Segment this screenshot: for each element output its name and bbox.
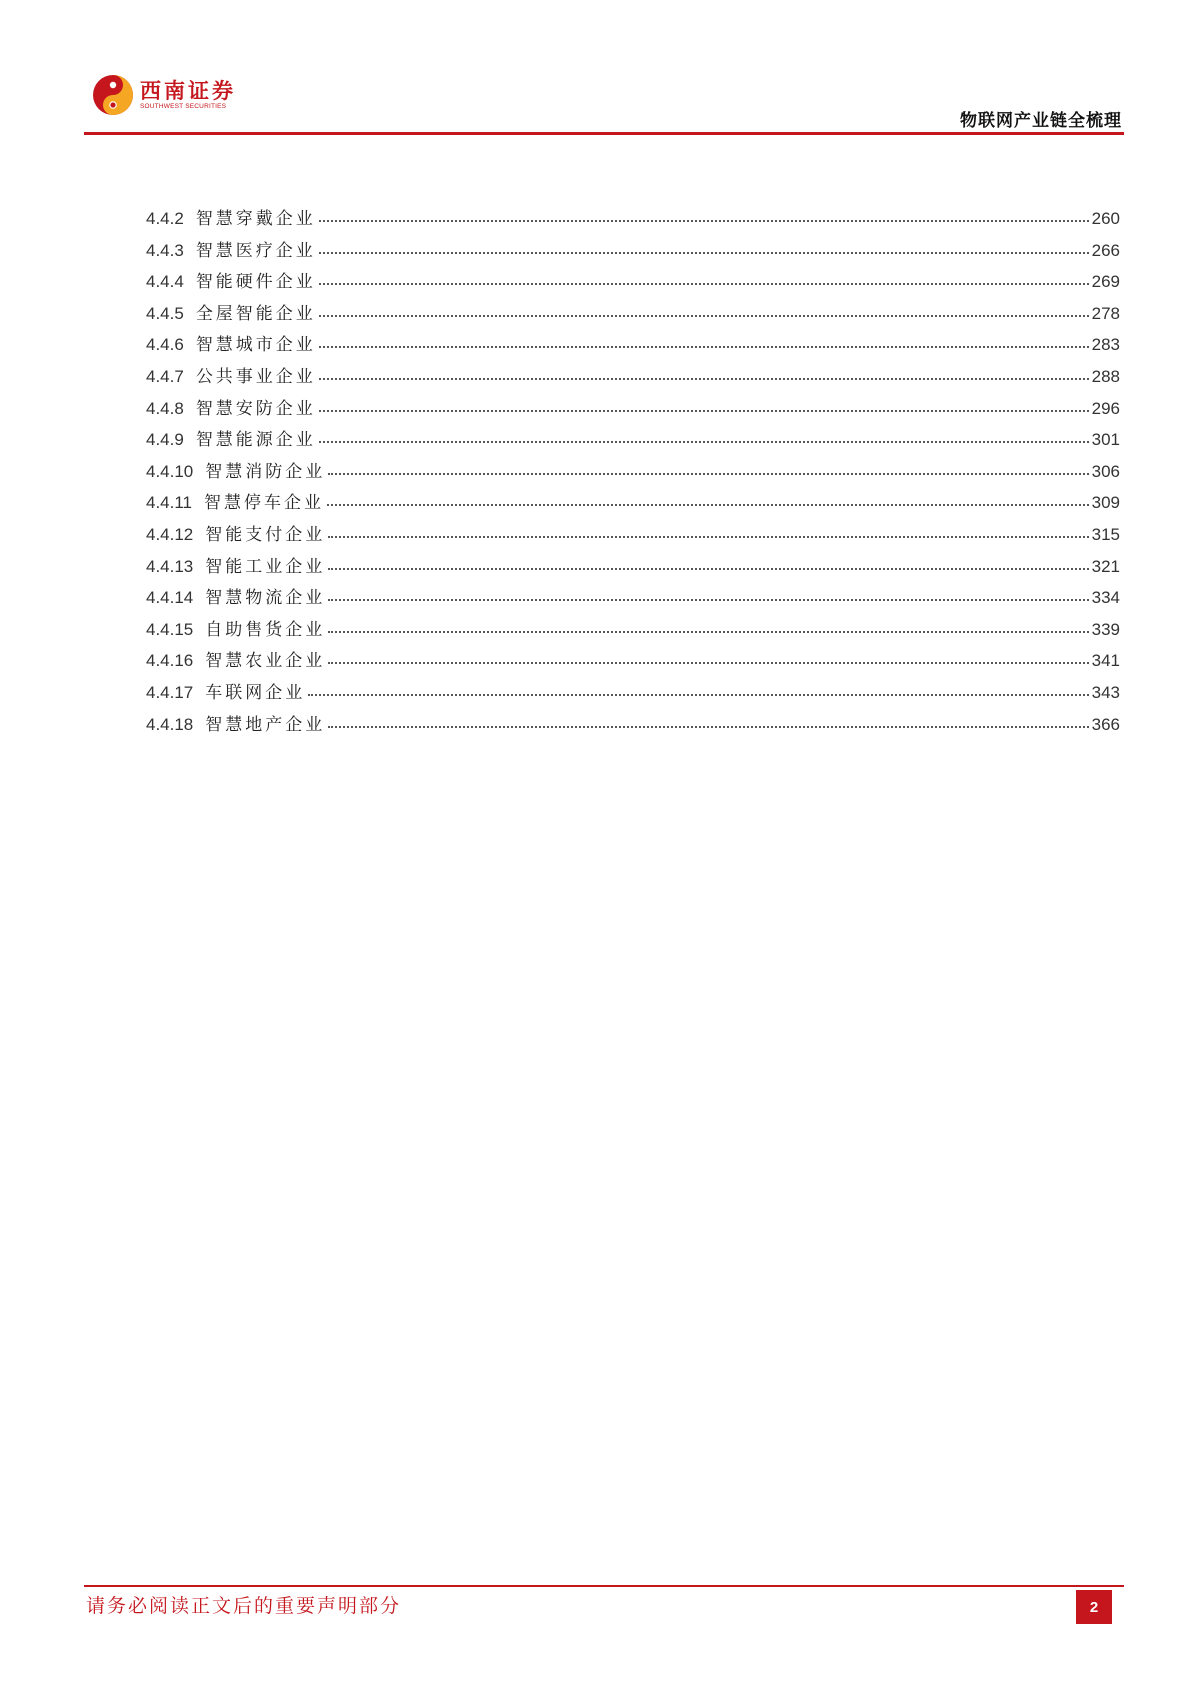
toc-entry-number: 4.4.17 <box>146 682 194 702</box>
toc-entry-title: 智慧穿戴企业 <box>195 209 316 229</box>
toc-entry-title: 车联网企业 <box>205 682 306 703</box>
toc-entry[interactable] <box>146 615 1120 647</box>
toc-entry-number: 4.4.8 <box>146 398 184 418</box>
header-divider <box>84 132 1124 135</box>
toc-dot-leader <box>328 459 1088 475</box>
toc-entry-number: 4.4.2 <box>146 209 184 228</box>
toc-dot-leader <box>328 554 1088 570</box>
toc-dot-leader <box>319 301 1089 317</box>
toc-entry[interactable] <box>146 425 1120 457</box>
page-header <box>0 0 1200 140</box>
toc-entry-title: 公共事业企业 <box>195 366 316 387</box>
report-title: 物联网产业链全梳理 <box>960 111 1122 131</box>
toc-entry-number: 4.4.15 <box>146 619 194 639</box>
toc-entry-title: 全屋智能企业 <box>195 303 316 324</box>
toc-entry-page: 366 <box>1091 714 1120 734</box>
toc-entry[interactable] <box>146 267 1120 299</box>
toc-dot-leader <box>328 648 1088 664</box>
toc-entry-number: 4.4.16 <box>146 651 194 671</box>
toc-entry-number: 4.4.10 <box>146 461 194 481</box>
toc-entry-title: 智慧停车企业 <box>204 493 325 514</box>
toc-entry-page: 306 <box>1091 461 1120 481</box>
toc-dot-leader <box>319 206 1089 222</box>
toc-dot-leader <box>328 522 1088 538</box>
toc-entry[interactable] <box>146 678 1120 710</box>
toc-dot-leader <box>327 490 1089 506</box>
toc-entry[interactable] <box>146 646 1120 678</box>
toc-dot-leader <box>319 427 1089 443</box>
toc-entry-title: 智慧能源企业 <box>195 430 316 451</box>
toc-entry[interactable] <box>146 552 1120 584</box>
footer-divider <box>84 1585 1124 1587</box>
toc-entry-page: 315 <box>1091 524 1120 544</box>
toc-entry-page: 278 <box>1091 303 1120 323</box>
toc-entry-number: 4.4.18 <box>146 714 194 734</box>
toc-entry-title: 智慧农业企业 <box>205 651 326 672</box>
toc-entry[interactable] <box>146 204 1120 236</box>
toc-entry[interactable] <box>146 236 1120 268</box>
toc-entry-page: 341 <box>1091 651 1120 671</box>
toc-entry-page: 301 <box>1091 430 1120 450</box>
toc-dot-leader <box>319 396 1089 412</box>
toc-entry-number: 4.4.13 <box>146 556 194 576</box>
toc-entry-title: 智慧物流企业 <box>205 588 326 609</box>
toc-entry-title: 智慧医疗企业 <box>195 240 316 261</box>
toc-entry-page: 309 <box>1091 493 1120 513</box>
logo-english-name: SOUTHWEST SECURITIES <box>140 103 227 110</box>
toc-entry-number: 4.4.12 <box>146 524 194 544</box>
toc-dot-leader <box>319 238 1089 254</box>
toc-dot-leader <box>328 585 1088 601</box>
toc-entry[interactable] <box>146 330 1120 362</box>
toc-dot-leader <box>308 680 1088 696</box>
toc-entry-title: 智慧地产企业 <box>205 714 326 735</box>
toc-entry-number: 4.4.9 <box>146 430 184 450</box>
toc-entry[interactable] <box>146 520 1120 552</box>
toc-entry-number: 4.4.3 <box>146 240 184 260</box>
toc-entry-number: 4.4.7 <box>146 366 184 386</box>
table-of-contents <box>146 204 1120 741</box>
toc-entry-title: 智慧安防企业 <box>195 398 316 419</box>
toc-entry[interactable] <box>146 394 1120 426</box>
toc-dot-leader <box>328 617 1088 633</box>
page-number-badge: 2 <box>1076 1590 1112 1624</box>
toc-entry-number: 4.4.11 <box>146 493 193 513</box>
toc-entry[interactable] <box>146 457 1120 489</box>
toc-entry-page: 321 <box>1091 556 1120 576</box>
logo-emblem-icon <box>92 74 134 116</box>
toc-entry-title: 智慧消防企业 <box>205 461 326 482</box>
toc-dot-leader <box>319 332 1089 348</box>
toc-entry-page: 288 <box>1091 366 1120 386</box>
footer-disclaimer: 请务必阅读正文后的重要声明部分 <box>86 1595 402 1617</box>
toc-entry[interactable] <box>146 362 1120 394</box>
logo-chinese-name: 西南证券 <box>140 78 236 103</box>
toc-entry[interactable] <box>146 488 1120 520</box>
toc-entry-page: 296 <box>1091 398 1120 418</box>
toc-entry-page: 260 <box>1091 209 1120 228</box>
toc-entry-title: 智能硬件企业 <box>195 272 316 293</box>
toc-entry-title: 智能工业企业 <box>205 556 326 577</box>
toc-entry-page: 269 <box>1091 272 1120 292</box>
toc-entry[interactable] <box>146 583 1120 615</box>
toc-entry[interactable] <box>146 710 1120 742</box>
toc-dot-leader <box>328 712 1088 728</box>
company-logo <box>92 74 236 116</box>
toc-entry-number: 4.4.14 <box>146 588 194 608</box>
toc-entry-title: 自助售货企业 <box>205 619 326 640</box>
toc-entry[interactable] <box>146 299 1120 331</box>
toc-entry-title: 智慧城市企业 <box>195 335 316 356</box>
toc-entry-number: 4.4.5 <box>146 303 184 323</box>
toc-dot-leader <box>319 269 1089 285</box>
toc-entry-number: 4.4.4 <box>146 272 184 292</box>
toc-entry-page: 283 <box>1091 335 1120 355</box>
toc-dot-leader <box>319 364 1089 380</box>
toc-entry-page: 266 <box>1091 240 1120 260</box>
toc-entry-page: 343 <box>1091 682 1120 702</box>
toc-entry-number: 4.4.6 <box>146 335 184 355</box>
toc-entry-title: 智能支付企业 <box>205 524 326 545</box>
toc-entry-page: 339 <box>1091 619 1120 639</box>
toc-entry-page: 334 <box>1091 588 1120 608</box>
